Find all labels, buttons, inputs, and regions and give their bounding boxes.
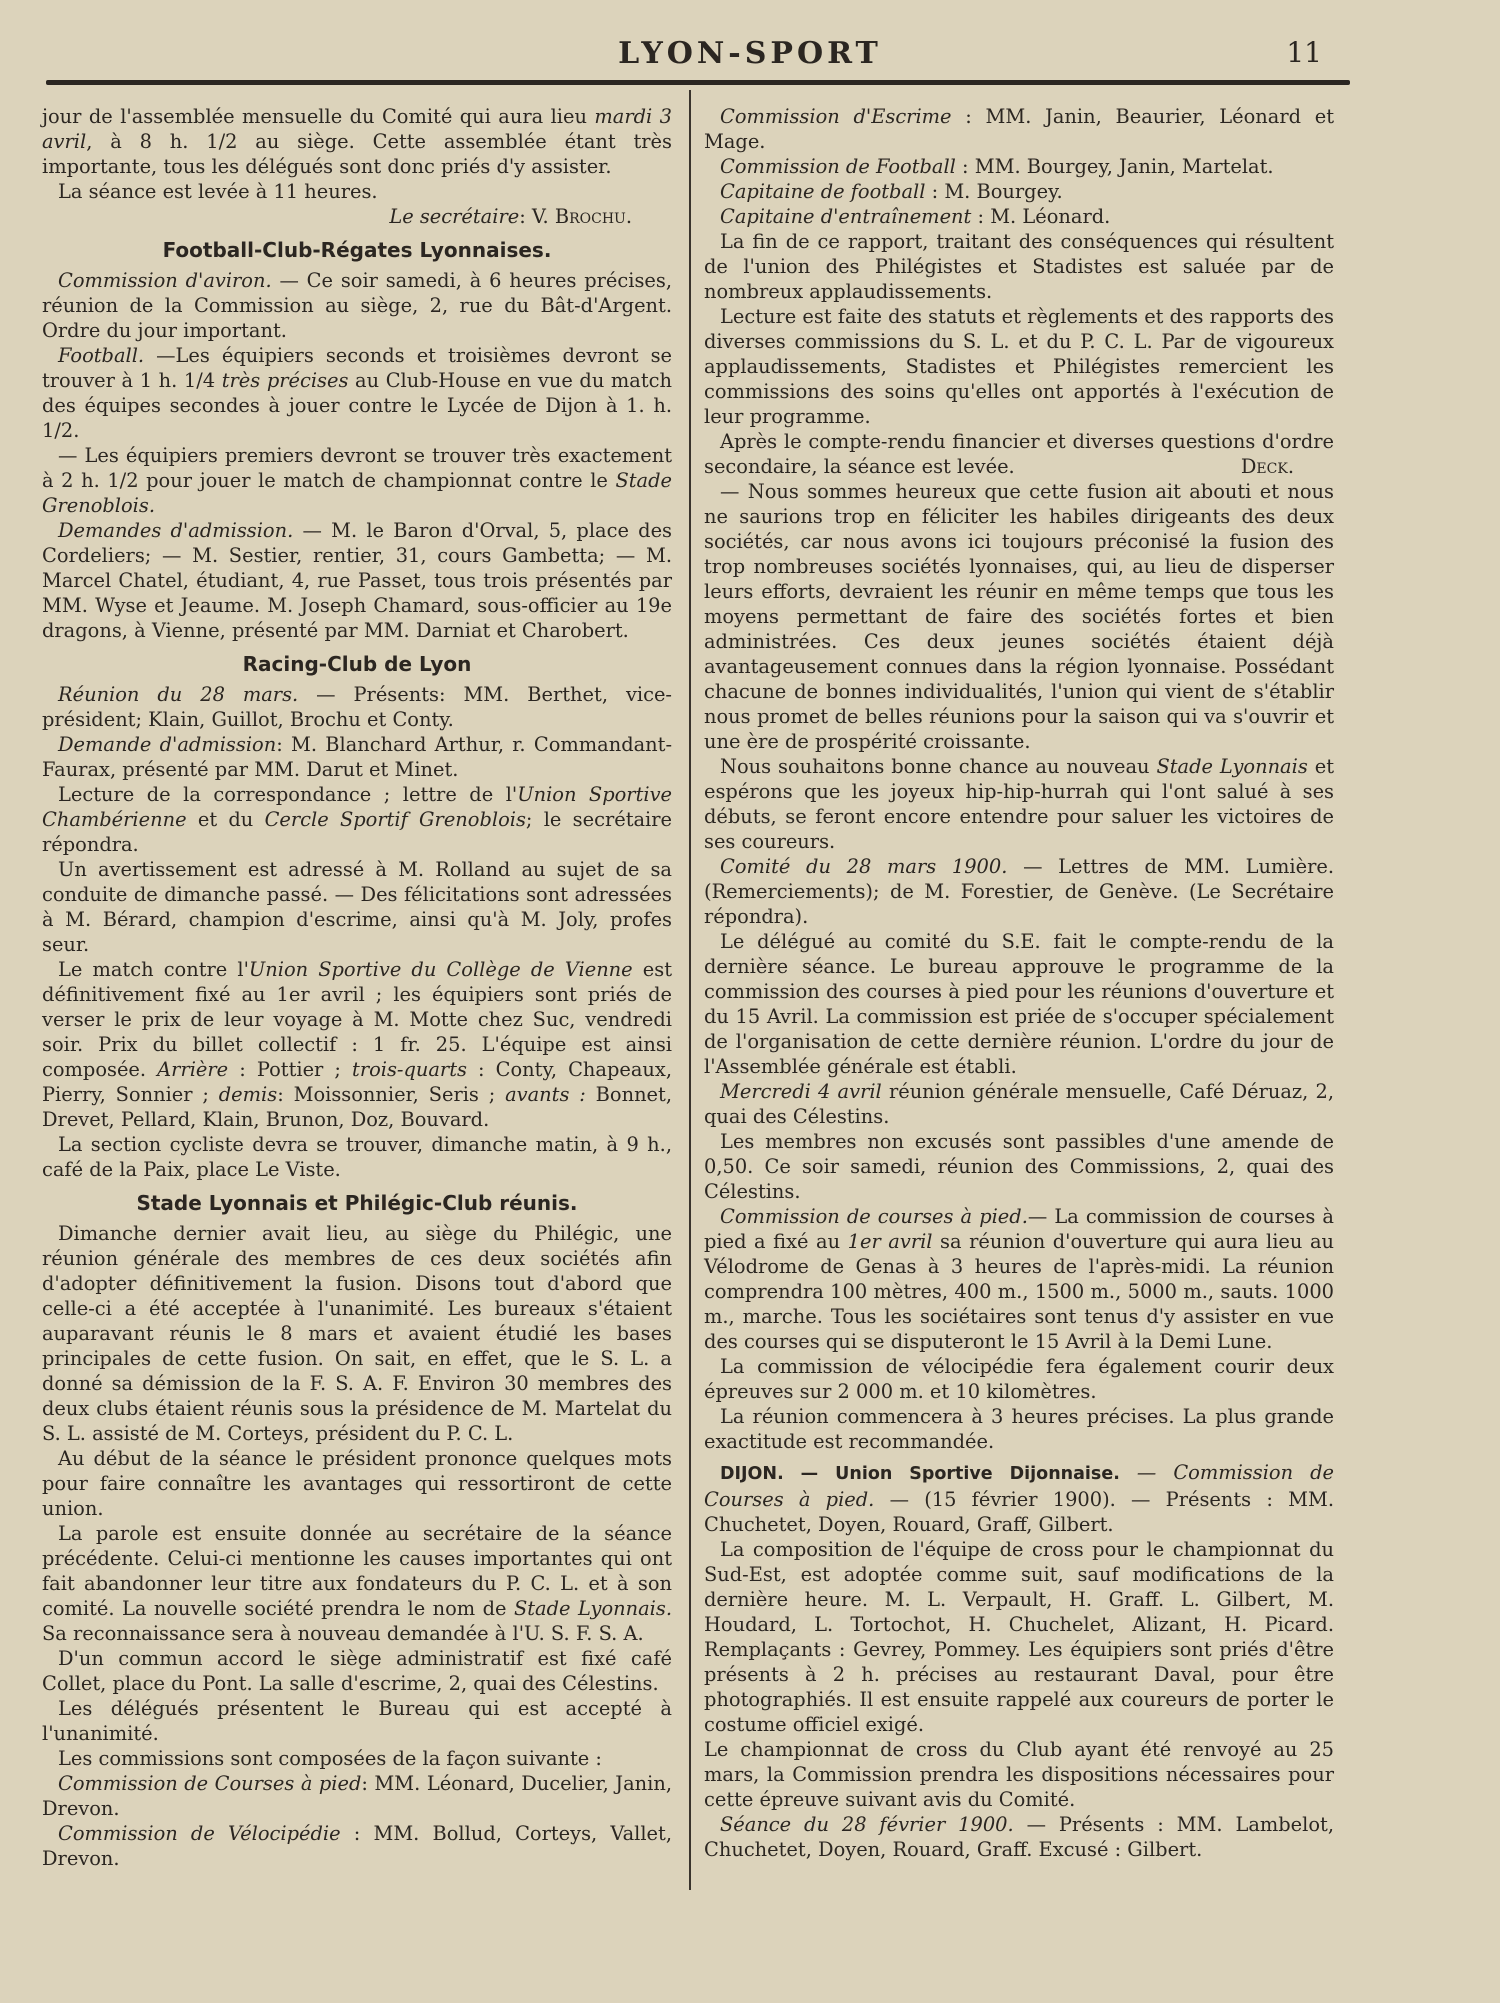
masthead [40,30,1460,70]
paragraph: Demandes d'admission. — M. le Baron d'Orval, 5, place des Cordeliers; — M. Sestier, rentier, 31, cours Gambetta; — M. Marcel Chatel, étudiant, 4, rue Passet, tous trois présentés par MM. Wyse et Jeaume. M. Joseph Chamard, sous-officier au 19e dragons, à Vienne, présenté par MM. Darniat et Charobert. [42,519,673,642]
paragraph: Le championnat de cross du Club ayant été renvoyé au 25 mars, la Commission prendra les dispositions nécessaires pour cette épreuve suivant avis du Comité. [704,1738,1334,1811]
paragraph: — Les équipiers premiers devront se trouver très exactement à 2 h. 1/2 pour jouer le match de championnat contre le Stade Grenoblois. [42,444,672,517]
paragraph: Séance du 28 février 1900. — Présents : MM. Lambelot, Chuchetet, Doyen, Rouard, Graff. Excusé : Gilbert. [704,1813,1334,1861]
paragraph: Réunion du 28 mars. — Présents: MM. Berthet, vice-président; Klain, Guillot, Brochu et Conty. [42,683,672,731]
paragraph: Capitaine d'entraînement : M. Léonard. [720,205,1111,228]
paragraph: Commission de Vélocipédie : MM. Bollud, Corteys, Vallet, Drevon. [42,1822,672,1870]
paragraph: La composition de l'équipe de cross pour le championnat du Sud-Est, est adoptée comme suit, sauf modifications de la dernière heure. M. L. Verpault, H. Graff. L. Gilbert, M. Houdard, L. Tortochot, H. Chuchelet, Alizant, H. Picard. Remplaçants : Gevrey, Pommey. Les équipiers sont priés d'être présents à 2 h. précises au restaurant Daval, pour être photographiés. Il est ensuite rappelé aux coureurs de porter le costume officiel exigé. [704,1538,1334,1736]
paragraph: Les membres non excusés sont passibles d'une amende de 0,50. Ce soir samedi, réunion des Commissions, 2, quai des Célestins. [704,1130,1334,1203]
paragraph: Commission d'Escrime : MM. Janin, Beaurier, Léonard et Mage. [704,105,1334,153]
paragraph: Commission d'aviron. — Ce soir samedi, à 6 heures précises, réunion de la Commission au siège, 2, rue du Bât-d'Argent. Ordre du jour important. [42,269,672,342]
paragraph: Football. —Les équipiers seconds et troisièmes devront se trouver à 1 h. 1/4 très précises au Club-House en vue du match des équipes secondes à jouer contre le Lycée de Dijon à 1. h. 1/2. [42,344,673,442]
paragraph: La fin de ce rapport, traitant des conséquences qui résultent de l'union des Philégistes et Stadistes est saluée par de nombreux applaudissements. [704,230,1334,303]
paragraph: Nous souhaitons bonne chance au nouveau Stade Lyonnais et espérons que les joyeux hip-hip-hurrah qui l'ont salué à ses débuts, se feront encore entendre pour saluer les victoires de ses coureurs. [704,755,1334,853]
paragraph: Demande d'admission: M. Blanchard Arthur, r. Commandant-Faurax, présenté par MM. Darut et Minet. [42,733,672,781]
paragraph: La séance est levée à 11 heures. [58,180,378,203]
paragraph: Commission de Courses à pied: MM. Léonard, Ducelier, Janin, Drevon. [42,1772,672,1820]
paragraph: Dimanche dernier avait lieu, au siège du Philégic, une réunion générale des membres de ces deux sociétés afin d'adopter définitivement la fusion. Disons tout d'abord que celle-ci a été acceptée à l'unanimité. Les bureaux s'étaient auparavant réunis le 8 mars et avaient étudié les bases principales de cette fusion. On sait, en effet, que le S. L. a donné sa démission de la F. S. A. F. Environ 30 membres des deux clubs étaient réunis sous la présidence de M. Martelat du S. L. assisté de M. Corteys, président du P. C. L. [42,1222,672,1445]
signature: Deck. [1240,455,1294,478]
paragraph: Après le compte-rendu financier et diverses questions d'ordre secondaire, la séance est levée. Deck. [704,430,1334,478]
column-divider [689,90,691,1890]
paragraph: — Nous sommes heureux que cette fusion ait abouti et nous ne saurions trop en féliciter les habiles dirigeants des deux sociétés, car nous avons ici toujours préconisé la fusion des trop nombreuses sociétés lyonnaises, qui, au lieu de disperser leurs efforts, devraient les réunir en même temps que tous les moyens permettant de faire des sociétés fortes et bien administrées. Ces deux jeunes sociétés étaient déjà avantageusement connues dans la région lyonnaise. Possédant chacune de bonnes individualités, l'union qui vient de s'établir nous promet de belles réunions pour la saison qui va s'ouvrir et une ère de prospérité croissante. [704,480,1334,753]
paragraph: Capitaine de football : M. Bourgey. [720,180,1063,203]
paragraph: D'un commun accord le siège administratif est fixé café Collet, place du Pont. La salle d'escrime, 2, quai des Célestins. [42,1647,672,1695]
paragraph: Les délégués présentent le Bureau qui est accepté à l'unanimité. [42,1697,672,1745]
paragraph: DIJON. — Union Sportive Dijonnaise. — Commission de Courses à pied. — (15 février 1900). — Présents : MM. Chuchetet, Doyen, Rouard, Graff, Gilbert. [704,1461,1334,1536]
section-heading: DIJON. — Union Sportive Dijonnaise. [720,1464,1120,1484]
paragraph: La commission de vélocipédie fera également courir deux épreuves sur 2 000 m. et 10 kilomètres. [704,1355,1334,1403]
paragraph: Au début de la séance le président prononce quelques mots pour faire connaître les avantages qui ressortiront de cette union. [42,1447,672,1520]
section-heading: Football-Club-Régates Lyonnaises. [162,238,552,262]
paragraph: Commission de Football : MM. Bourgey, Janin, Martelat. [720,155,1274,178]
section-heading: Stade Lyonnais et Philégic-Club réunis. [136,1191,578,1215]
masthead-title: LYON-SPORT [618,36,882,71]
section-heading: Racing-Club de Lyon [242,652,472,676]
paragraph: Le délégué au comité du S.E. fait le compte-rendu de la dernière séance. Le bureau approuve le programme de la commission des courses à pied pour les réunions d'ouverture et du 15 Avril. La commission est priée de s'occuper spécialement de l'organisation de cette dernière réunion. L'ordre du jour de l'Assemblée générale est établi. [704,930,1334,1078]
paragraph: La parole est ensuite donnée au secrétaire de la séance précédente. Celui-ci mentionne les causes importantes qui ont fait abandonner leur titre aux fondateurs du P. C. L. et à son comité. La nouvelle société prendra le nom de Stade Lyonnais. Sa reconnaissance sera à nouveau demandée à l'U. S. F. S. A. [42,1522,672,1645]
signature: Le secrétaire: V. Brochu. [389,205,632,228]
paragraph: Le match contre l'Union Sportive du Collège de Vienne est définitivement fixé au 1er avril ; les équipiers sont priés de verser le prix de leur voyage à M. Motte chez Suc, vendredi soir. Prix du billet collectif : 1 fr. 25. L'équipe est ainsi composée. Arrière : Pottier ; trois-quarts : Conty, Chapeaux, Pierry, Sonnier ; demis: Moissonnier, Seris ; avants : Bonnet, Drevet, Pellard, Klain, Brunon, Doz, Bouvard. [42,958,673,1131]
right-column [704,104,1334,1862]
page-number: 11 [1286,36,1322,69]
header-rule [46,80,1350,85]
paragraph: Les commissions sont composées de la façon suivante : [58,1747,602,1770]
paragraph: La réunion commencera à 3 heures précises. La plus grande exactitude est recommandée. [704,1405,1334,1453]
paragraph: Un avertissement est adressé à M. Rolland au sujet de sa conduite de dimanche passé. — Des félicitations sont adressées à M. Bérard, champion d'escrime, ainsi qu'à M. Joly, profes seur. [42,858,672,956]
paragraph: Commission de courses à pied.— La commission de courses à pied a fixé au 1er avril sa réunion d'ouverture qui aura lieu au Vélodrome de Genas à 3 heures de l'après-midi. La réunion comprendra 100 mètres, 400 m., 1500 m., 5000 m., sauts. 1000 m., marche. Tous les sociétaires sont tenus d'y assister en vue des courses qui se disputeront le 15 Avril à la Demi Lune. [704,1205,1334,1353]
paragraph: Lecture est faite des statuts et règlements et des rapports des diverses commissions du S. L. et du P. C. L. Par de vigoureux applaudissements, Stadistes et Philégistes remercient les commissions des soins qu'elles ont apportés à l'exécution de leur programme. [704,305,1334,428]
paragraph: La section cycliste devra se trouver, dimanche matin, à 9 h., café de la Paix, place Le Viste. [42,1133,672,1181]
left-column [42,104,672,1871]
paragraph: Mercredi 4 avril réunion générale mensuelle, Café Déruaz, 2, quai des Célestins. [704,1080,1334,1128]
paragraph: jour de l'assemblée mensuelle du Comité qui aura lieu mardi 3 avril, à 8 h. 1/2 au siège. Cette assemblée étant très importante, tous les délégués sont donc priés d'y assister. [42,105,672,178]
paragraph: Lecture de la correspondance ; lettre de l'Union Sportive Chambérienne et du Cercle Sportif Grenoblois; le secrétaire répondra. [42,783,673,856]
paragraph: Comité du 28 mars 1900. — Lettres de MM. Lumière. (Remerciements); de M. Forestier, de Genève. (Le Secrétaire répondra). [704,855,1334,928]
